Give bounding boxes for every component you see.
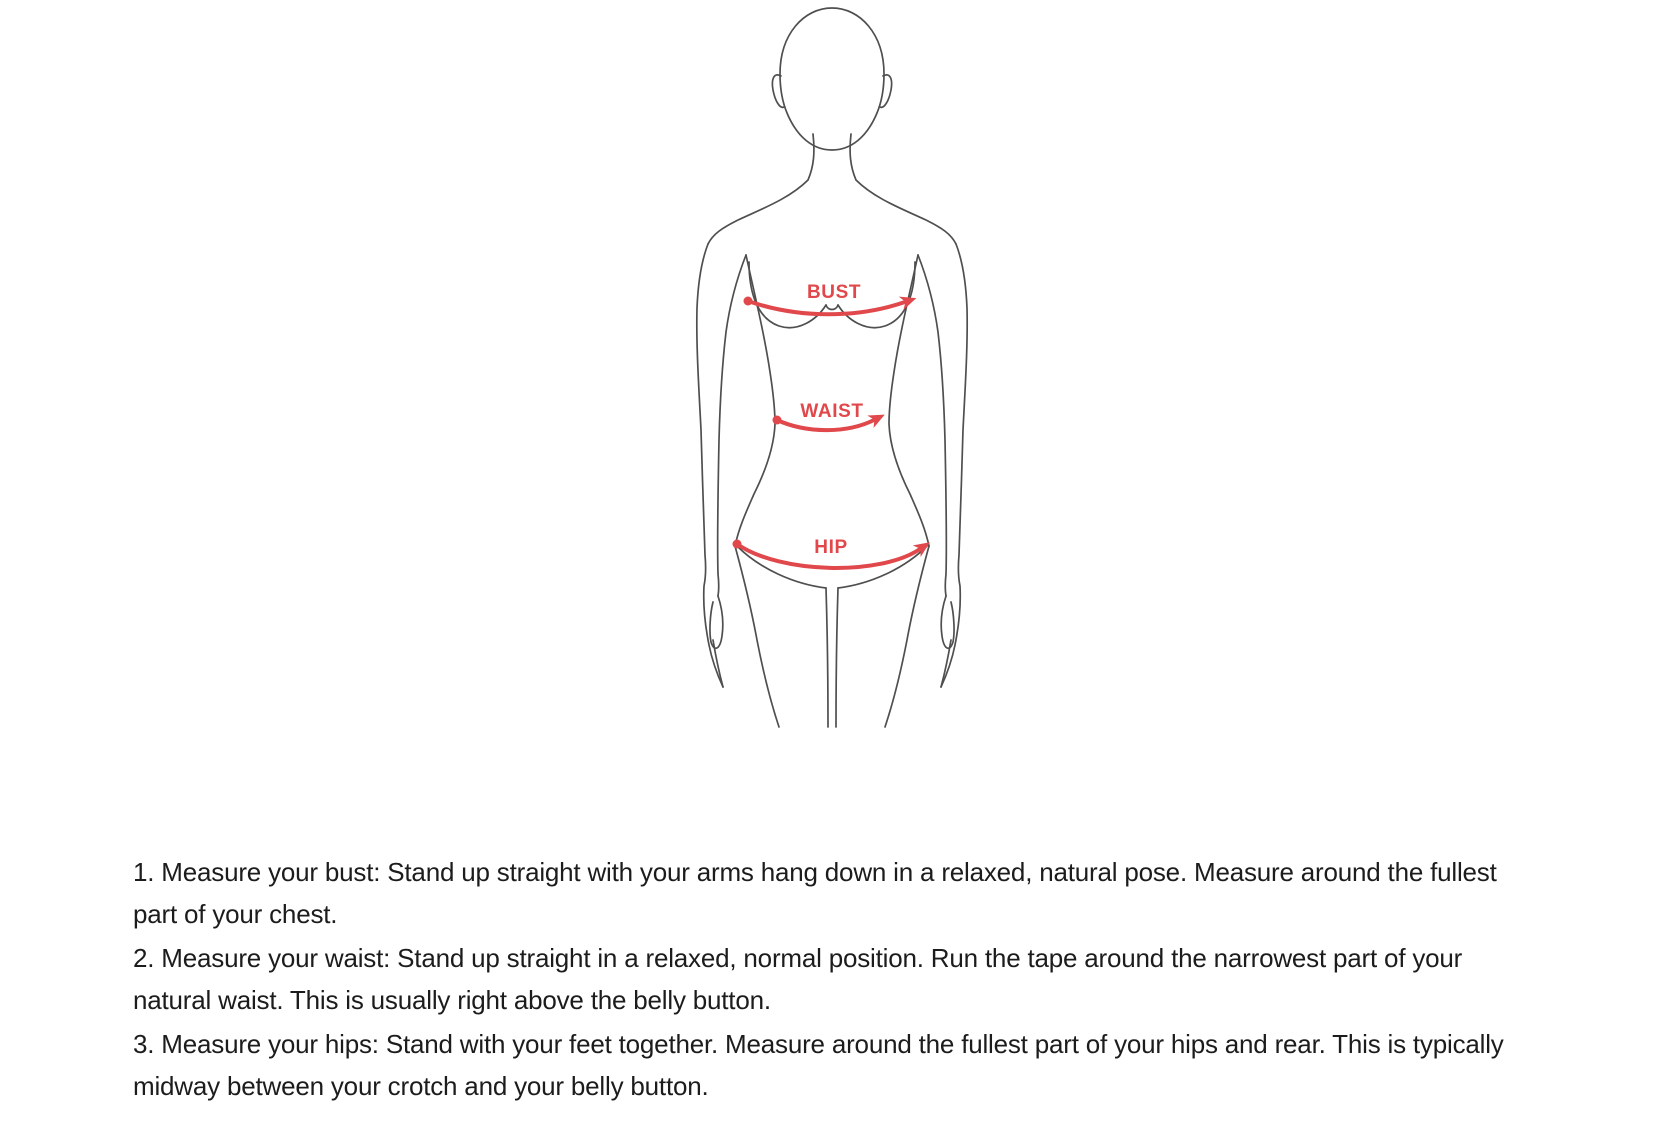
figure-head <box>780 8 884 150</box>
instruction-item-waist <box>133 937 1511 1021</box>
figure-arm-inner-right <box>918 255 946 596</box>
instruction-number: 3. <box>133 1029 155 1059</box>
figure-leg-outer-left <box>735 546 779 727</box>
figure-ear-left <box>772 75 784 107</box>
instruction-text: Measure your bust: Stand up straight with your arms hang down in a relaxed, natural pose. Measure around the fullest part of your chest. <box>133 857 1497 929</box>
figure-leg-inner-left <box>826 588 828 727</box>
instruction-text: Measure your waist: Stand up straight in a relaxed, normal position. Run the tape around the narrowest part of your natural waist. This is usually right above the belly button. <box>133 943 1463 1015</box>
bust-label: BUST <box>806 282 862 303</box>
figure-neck-shoulder-right <box>850 134 956 244</box>
figure-ear-right <box>880 75 892 107</box>
measurement-instructions <box>133 851 1511 1109</box>
figure-thumb-left <box>710 596 723 648</box>
waist-label: WAIST <box>800 401 864 422</box>
measurement-diagram <box>650 0 1020 740</box>
figure-neck-shoulder-left <box>708 134 814 244</box>
figure-leg-inner-right <box>836 588 838 727</box>
bust-measure-dot <box>744 297 753 306</box>
figure-leg-outer-right <box>885 546 929 727</box>
hip-measure-dot <box>733 540 742 549</box>
measurement-labels <box>800 282 863 558</box>
figure-outline <box>697 8 967 727</box>
instruction-number: 1. <box>133 857 155 887</box>
instruction-item-bust <box>133 851 1511 935</box>
measurement-dots <box>733 297 782 549</box>
instruction-number: 2. <box>133 943 155 973</box>
instruction-item-hips <box>133 1023 1511 1107</box>
figure-bust-curve-center <box>826 305 838 310</box>
instruction-text: Measure your hips: Stand with your feet together. Measure around the fullest part of your hips and rear. This is typically midway between your crotch and your belly button. <box>133 1029 1504 1101</box>
waist-measure-dot <box>773 416 782 425</box>
hip-label: HIP <box>814 537 848 558</box>
body-measurement-figure <box>650 0 1020 740</box>
figure-thumb-right <box>941 596 954 648</box>
